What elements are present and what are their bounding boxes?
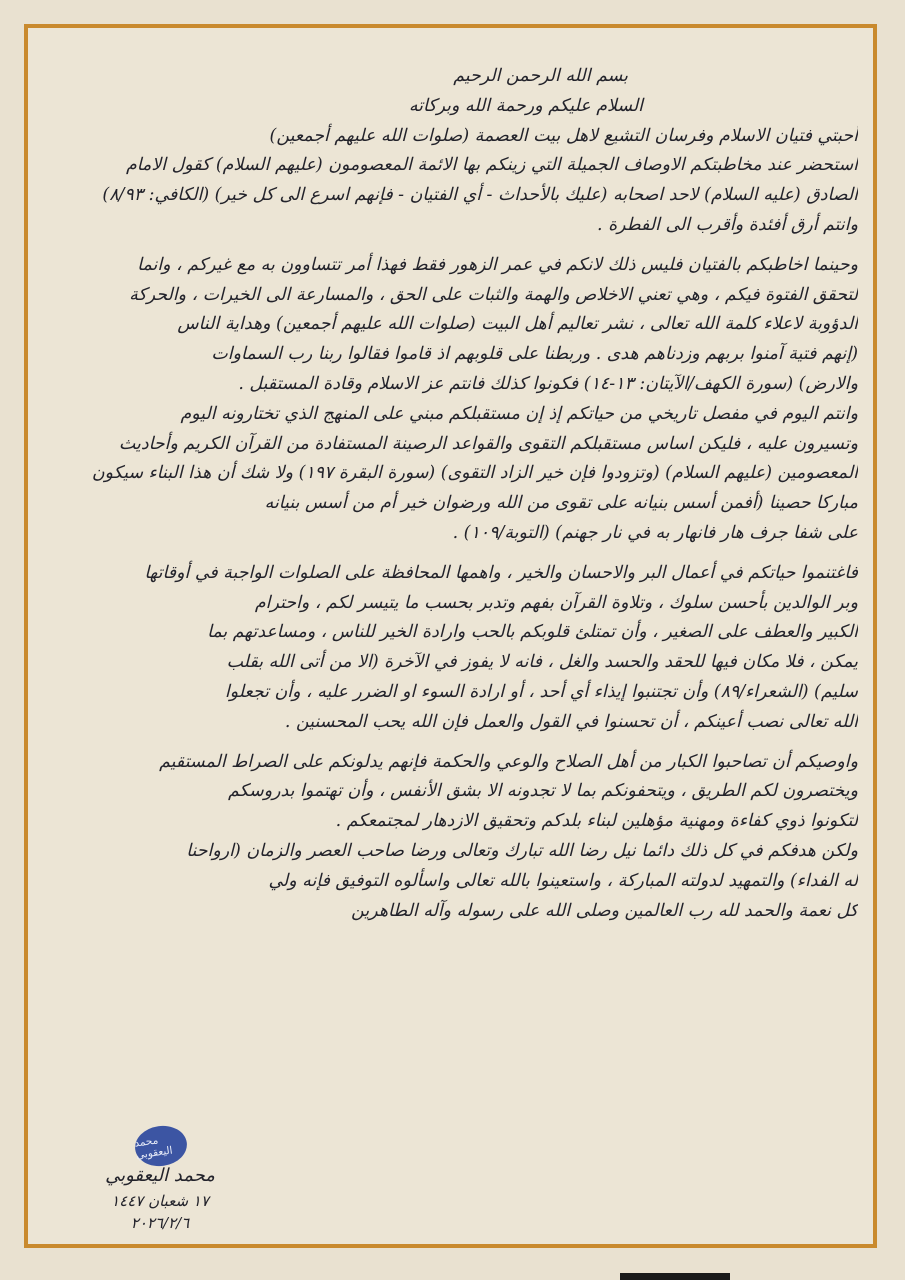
letter-line: وانتم أرق أفئدة وأقرب الى الفطرة .	[597, 214, 858, 235]
letter-line: مباركا حصينا (أفمن أسس بنيانه على تقوى من الله ورضوان خير أم من أسس بنيانه	[264, 493, 858, 514]
letter-line: وانتم اليوم في مفصل تاريخي من حياتكم إذ إن مستقبلكم مبني على المنهج الذي تختارونه اليوم	[180, 403, 858, 424]
letter-line: وتسيرون عليه ، فليكن اساس مستقبلكم التقوى والقواعد الرصينة المستفادة من القرآن الكريم وأحاديث	[118, 433, 858, 454]
letter-line: الكبير والعطف على الصغير ، وأن تمتلئ قلوبكم بالحب وارادة الخير للناس ، ومساعدتهم بما	[207, 622, 858, 643]
letter-line: ولكن هدفكم في كل ذلك دائما نيل رضا الله تبارك وتعالى ورضا صاحب العصر والزمان (ارواحنا	[186, 840, 858, 861]
letter-line: الدؤوبة لاعلاء كلمة الله تعالى ، نشر تعاليم أهل البيت (صلوات الله عليهم أجمعين) وهداية الناس	[177, 314, 858, 335]
letter-line: استحضر عند مخاطبتكم الاوصاف الجميلة التي زينكم بها الائمة المعصومون (عليهم السلام) كقول الامام	[125, 155, 858, 176]
letter-line: الله تعالى نصب أعينكم ، أن تحسنوا في القول والعمل فإن الله يحب المحسنين .	[284, 711, 858, 732]
letter-line: وبر الوالدين بأحسن سلوك ، وتلاوة القرآن بفهم وتدبر بحسب ما يتيسر لكم ، واحترام	[254, 592, 858, 613]
signature-name: محمد اليعقوبي	[105, 1165, 215, 1186]
basmala: بسم الله الرحمن الرحيم	[453, 66, 628, 86]
letter-line: له الفداء) والتمهيد لدولته المباركة ، واستعينوا بالله تعالى واسألوه التوفيق فإنه ولي	[268, 870, 858, 891]
letter-line: أحبتي فتيان الاسلام وفرسان التشيع لاهل بيت العصمة (صلوات الله عليهم أجمعين)	[269, 125, 858, 146]
letter-line: ويختصرون لكم الطريق ، ويتحفونكم بما لا تجدونه الا بشق الأنفس ، وأن تهتموا بدروسكم	[227, 781, 858, 802]
hijri-date: ١٧ شعبان ١٤٤٧	[111, 1192, 209, 1210]
letter-line: والارض) (سورة الكهف/الآيتان: ١٣-١٤) فكونوا كذلك فانتم عز الاسلام وقادة المستقبل .	[238, 373, 858, 394]
letter-line: وحينما اخاطبكم بالفتيان فليس ذلك لانكم في عمر الزهور فقط فهذا أمر تتساوون به مع غيركم ، وانما	[137, 254, 858, 275]
gregorian-date: ٢٠٢٦/٢/٦	[130, 1214, 190, 1232]
letter-line: الصادق (عليه السلام) لاحد اصحابه (عليك بالأحداث - أي الفتيان - فإنهم اسرع الى كل خير) (الكافي: ٨/٩٣)	[102, 185, 858, 206]
seal-text: محمد اليعقوبي	[133, 1134, 174, 1162]
letter-line: سليم) (الشعراء/٨٩) وأن تجتنبوا إيذاء أي أحد ، أو ارادة السوء او الضرر عليه ، وأن تجعلوا	[224, 681, 858, 702]
greeting: السلام عليكم ورحمة الله وبركاته	[408, 95, 643, 116]
letter-line: كل نعمة والحمد لله رب العالمين وصلى الله على رسوله وآله الطاهرين	[351, 900, 858, 921]
letter-line: يمكن ، فلا مكان فيها للحقد والحسد والغل ، فانه لا يفوز في الآخرة (الا من أتى الله بقلب	[226, 652, 858, 673]
letter-line: على شفا جرف هار فانهار به في نار جهنم) (التوبة/١٠٩) .	[452, 522, 858, 543]
letter-line: لتكونوا ذوي كفاءة ومهنية مؤهلين لبناء بلدكم وتحقيق الازدهار لمجتمعكم .	[335, 811, 858, 832]
bottom-bar	[620, 1273, 730, 1280]
letter-line: (إنهم فتية آمنوا بربهم وزدناهم هدى . وربطنا على قلوبهم اذ قاموا فقالوا ربنا رب السماوات	[211, 344, 858, 365]
signature-block	[70, 1162, 250, 1234]
letter-body	[38, 62, 858, 926]
letter-line: واوصيكم أن تصاحبوا الكبار من أهل الصلاح والوعي والحكمة فإنهم يدلونكم على الصراط المستقيم	[159, 751, 858, 772]
letter-line: فاغتنموا حياتكم في أعمال البر والاحسان والخير ، واهمها المحافظة على الصلوات الواجبة في أوقاتها	[144, 562, 858, 583]
letter-line: المعصومين (عليهم السلام) (وتزودوا فإن خير الزاد التقوى) (سورة البقرة ١٩٧) ولا شك أن هذا البناء سيكون	[91, 463, 858, 484]
letter-line: لتحقق الفتوة فيكم ، وهي تعني الاخلاص والهمة والثبات على الحق ، والمسارعة الى الخيرات ، والحركة	[129, 284, 858, 305]
